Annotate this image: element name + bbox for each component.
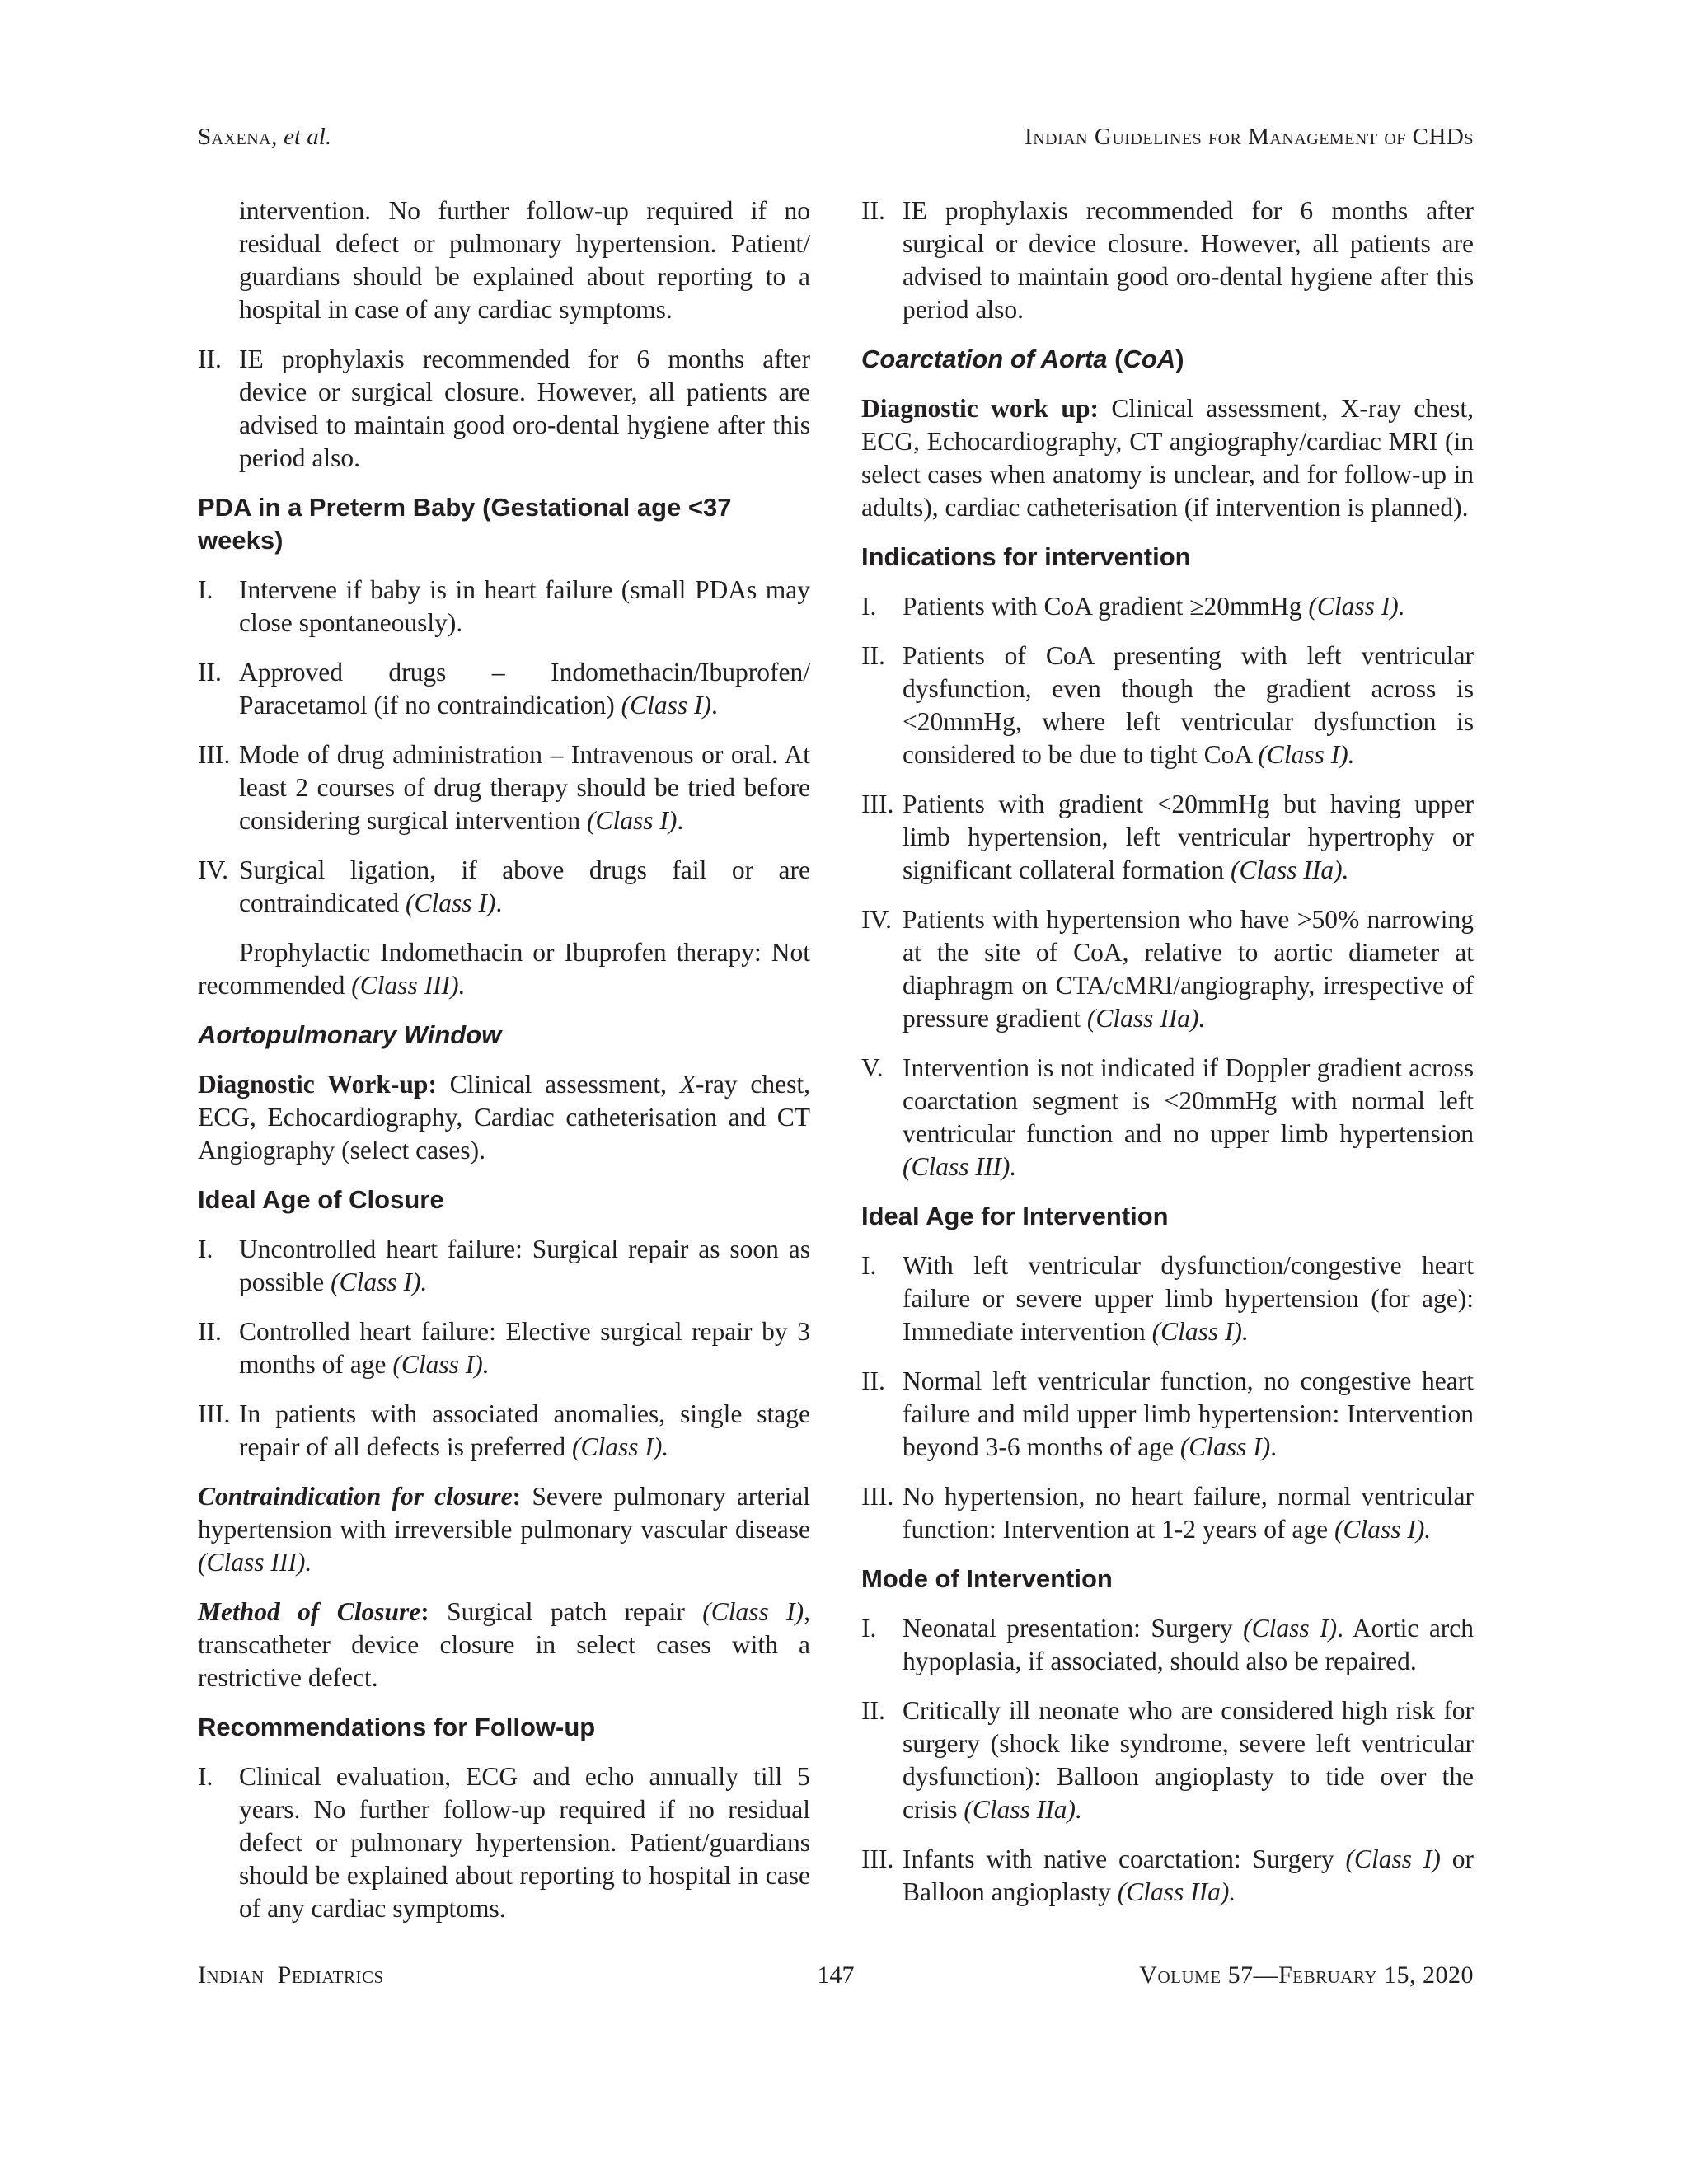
right-column (861, 194, 1474, 1942)
list-text-body: Patients of CoA presenting with left ventricular dysfunction, even though the gradient across is <20mmHg, where left ventricular dysfunction is considered to be due to tight CoA (903, 641, 1474, 769)
list-number: IV. (198, 855, 229, 884)
list-text-body: Surgical ligation, if above drugs fail or are contraindicated (239, 855, 810, 917)
evidence-class: (Class III). (351, 971, 466, 1000)
author-name: Saxena, (198, 124, 278, 150)
list-text-body: With left ventricular dysfunction/congestive heart failure or severe upper limb hypertension (for age): Immediate intervention (903, 1251, 1474, 1346)
list-number: I. (198, 575, 213, 604)
evidence-class: (Class IIa). (1230, 855, 1349, 884)
list-text (239, 656, 810, 722)
list-text (903, 1480, 1474, 1546)
punctuation: ) (1175, 344, 1184, 373)
punctuation: : (512, 1482, 522, 1511)
list-text (903, 1052, 1474, 1183)
running-head (198, 124, 1474, 151)
evidence-class: (Class III). (198, 1548, 312, 1577)
punctuation: : (420, 1597, 429, 1626)
punctuation: . (1270, 1432, 1278, 1461)
italic-x: X (679, 1070, 696, 1099)
list-number: II. (861, 1696, 885, 1725)
list-text-body: or Balloon angioplasty (903, 1844, 1474, 1906)
list-text-body: Intervene if baby is in heart failure (small PDAs may close spontaneously). (239, 575, 810, 637)
list-text-body: Infants with native coarctation: Surgery (903, 1844, 1334, 1873)
apw-diagnostic-paragraph (198, 1068, 810, 1167)
list-item (861, 640, 1474, 771)
list-number: IV. (861, 905, 893, 934)
paragraph-text: Severe pulmonary arterial hypertension with irreversible pulmonary vascular disease (198, 1482, 810, 1544)
list-text (239, 1315, 810, 1381)
continued-paragraph: intervention. No further follow-up required if no residual defect or pulmonary hypertension. Patient/ guardians should be explained about reporting to a hospital in case of any cardiac symptoms. (239, 196, 810, 324)
section-heading-coa (861, 343, 1474, 376)
list-number: I. (861, 1614, 877, 1643)
list-item (861, 1480, 1474, 1546)
list-item (198, 1398, 810, 1464)
paragraph-text: Surgical patch repair (447, 1597, 685, 1626)
evidence-class: (Class I). (392, 1350, 490, 1379)
list-item (198, 1315, 810, 1381)
evidence-class: (Class I). (1308, 592, 1405, 621)
evidence-class: (Class I). (1151, 1317, 1249, 1346)
list-number: III. (198, 740, 231, 769)
evidence-class: (Class I) (621, 691, 711, 719)
evidence-class: (Class IIa). (964, 1795, 1082, 1824)
author-line (198, 124, 331, 151)
list-number: III. (861, 1844, 894, 1873)
list-number: II. (198, 658, 222, 687)
run-in-label: Method of Closure (198, 1597, 421, 1626)
list-text (903, 640, 1474, 771)
section-heading-indications: Indications for intervention (861, 542, 1191, 571)
list-number: III. (861, 1482, 894, 1511)
evidence-class: (Class I). (1334, 1515, 1432, 1544)
run-in-label: Diagnostic Work-up: (198, 1070, 437, 1099)
list-item (861, 788, 1474, 887)
footer-issue: Volume 57—February 15, 2020 (1139, 1961, 1474, 1989)
list-text-body: Uncontrolled heart failure: Surgical repair as soon as possible (239, 1235, 810, 1296)
method-paragraph (198, 1596, 810, 1694)
section-heading-pda: PDA in a Preterm Baby (Gestational age <37 weeks) (198, 493, 732, 555)
list-number: I. (861, 592, 877, 621)
contraindication-paragraph (198, 1480, 810, 1579)
evidence-class: (Class I). (1258, 740, 1355, 769)
section-heading-followup: Recommendations for Follow-up (198, 1713, 596, 1741)
footer-journal: Indian Pediatrics (198, 1961, 384, 1989)
list-text (903, 1843, 1474, 1909)
section-heading-mode: Mode of Intervention (861, 1564, 1113, 1593)
list-text (239, 574, 810, 640)
evidence-class: (Class IIa). (1117, 1877, 1236, 1906)
list-text-body: Approved drugs – Indomethacin/Ibuprofen/ Paracetamol (if no contraindication) (239, 658, 810, 719)
list-text-body: Critically ill neonate who are considered high risk for surgery (shock like syndrome, severe left ventricular dysfunction): Balloon angioplasty to tide over the crisis (903, 1696, 1474, 1824)
journal-running-title: Indian Guidelines for Management of CHDs (1025, 124, 1474, 150)
evidence-class: (Class I). (331, 1268, 428, 1296)
paragraph-text: , transcatheter device closure in select cases with a restrictive defect. (198, 1597, 810, 1692)
section-heading-ideal-age-intervention: Ideal Age for Intervention (861, 1202, 1169, 1230)
list-number: V. (861, 1053, 884, 1082)
list-text-body: Controlled heart failure: Elective surgical repair by 3 months of age (239, 1317, 810, 1379)
paragraph-text: -ray chest, ECG, Echocardiography, Cardiac catheterisation and CT Angiography (select cases). (198, 1070, 811, 1165)
list-text-body: Normal left ventricular function, no congestive heart failure and mild upper limb hypertension: Intervention beyond 3-6 months of age (903, 1366, 1474, 1461)
list-item (861, 590, 1474, 623)
evidence-class: (Class I) (586, 806, 678, 835)
punctuation: . (677, 806, 684, 835)
evidence-class: (Class I) (1345, 1844, 1441, 1873)
punctuation: . (495, 888, 503, 917)
evidence-class: (Class I) (1243, 1614, 1338, 1643)
author-etal: et al. (284, 124, 332, 150)
list-item (198, 1760, 810, 1925)
evidence-class: (Class I). (572, 1432, 669, 1461)
prophylactic-paragraph (198, 936, 810, 1002)
list-number: III. (861, 790, 894, 818)
list-text (903, 788, 1474, 887)
list-number: II. (198, 344, 222, 373)
section-heading-apw: Aortopulmonary Window (198, 1020, 502, 1049)
section-heading-ideal-age-closure: Ideal Age of Closure (198, 1185, 444, 1214)
list-text-body: . Aortic arch hypoplasia, if associated, should also be repaired. (903, 1614, 1475, 1675)
evidence-class: (Class IIa). (1086, 1004, 1206, 1033)
list-item (198, 854, 810, 920)
evidence-class: (Class III). (903, 1152, 1017, 1181)
list-text-body: Intervention is not indicated if Doppler gradient across coarctation segment is <20mmHg with normal left ventricular function and no upper limb hypertension (903, 1053, 1474, 1148)
list-text-body: Patients with hypertension who have >50% narrowing at the site of CoA, relative to aortic diameter at diaphragm on CTA/cMRI/angiography, irrespective of pressure gradient (903, 905, 1474, 1033)
list-text (903, 590, 1474, 623)
run-in-label: Contraindication for closure (198, 1482, 513, 1511)
evidence-class: (Class I) (1179, 1432, 1271, 1461)
list-item (198, 656, 810, 722)
list-item (861, 1694, 1474, 1826)
list-item (861, 1249, 1474, 1348)
page-number: 147 (817, 1961, 855, 1989)
list-number: II. (861, 1366, 885, 1395)
list-text (903, 903, 1474, 1035)
punctuation: . (710, 691, 718, 719)
article-body (198, 194, 1474, 1942)
list-number: I. (198, 1762, 213, 1791)
list-text (239, 738, 810, 837)
list-number: II. (861, 196, 885, 225)
list-text-body: In patients with associated anomalies, single stage repair of all defects is preferred (239, 1399, 810, 1461)
list-item (198, 574, 810, 640)
paragraph-text: Clinical assessment, (449, 1070, 667, 1099)
list-item (861, 194, 1474, 326)
list-number: II. (198, 1317, 222, 1346)
list-text-body: Neonatal presentation: Surgery (903, 1614, 1233, 1643)
list-text (239, 854, 810, 920)
punctuation: ( (1107, 344, 1123, 373)
list-text (903, 1249, 1474, 1348)
list-text (903, 1694, 1474, 1826)
list-number: I. (861, 1251, 877, 1280)
evidence-class: (Class I) (702, 1597, 804, 1626)
heading-text: CoA (1123, 344, 1176, 373)
left-column (198, 194, 810, 1942)
list-item (861, 903, 1474, 1035)
list-text-body: Patients with CoA gradient ≥20mmHg (903, 592, 1302, 621)
evidence-class: (Class I) (406, 888, 496, 917)
list-number: I. (198, 1235, 213, 1263)
list-text-body: No hypertension, no heart failure, normal ventricular function: Intervention at 1-2 years of age (903, 1482, 1474, 1544)
list-item (198, 343, 810, 475)
list-number: II. (861, 641, 885, 670)
list-item (861, 1052, 1474, 1183)
list-text: IE prophylaxis recommended for 6 months after surgical or device closure. However, all patients are advised to maintain good oro-dental hygiene after this period also. (903, 196, 1474, 324)
list-item (861, 1365, 1474, 1464)
list-text: IE prophylaxis recommended for 6 months after device or surgical closure. However, all patients are advised to maintain good oro-dental hygiene after this period also. (239, 344, 810, 472)
paragraph-text: Prophylactic Indomethacin or Ibuprofen therapy: Not recommended (198, 938, 810, 1000)
run-in-label: Diagnostic work up: (861, 394, 1099, 423)
list-text (239, 1233, 810, 1299)
list-text (903, 1612, 1474, 1678)
list-text-body: Mode of drug administration – Intravenous or oral. At least 2 courses of drug therapy should be tried before considering surgical intervention (239, 740, 810, 835)
list-item (861, 1843, 1474, 1909)
list-item (198, 1233, 810, 1299)
list-item (861, 1612, 1474, 1678)
heading-text: Coarctation of Aorta (861, 344, 1108, 373)
list-text: Clinical evaluation, ECG and echo annually till 5 years. No further follow-up required if no residual defect or pulmonary hypertension. Patient/guardians should be explained about reporting to hospital in case of any cardiac symptoms. (239, 1762, 810, 1923)
list-text (239, 1398, 810, 1464)
list-text (903, 1365, 1474, 1464)
coa-diagnostic-paragraph (861, 392, 1474, 524)
list-item (198, 738, 810, 837)
list-text-body: Patients with gradient <20mmHg but having upper limb hypertension, left ventricular hypertrophy or significant collateral formation (903, 790, 1474, 884)
paragraph-text: Clinical assessment, X-ray chest, ECG, Echocardiography, CT angiography/cardiac MRI (in select cases when anatomy is unclear, and for follow-up in adults), cardiac catheterisation (if intervention is planned). (861, 394, 1474, 522)
list-number: III. (198, 1399, 231, 1428)
